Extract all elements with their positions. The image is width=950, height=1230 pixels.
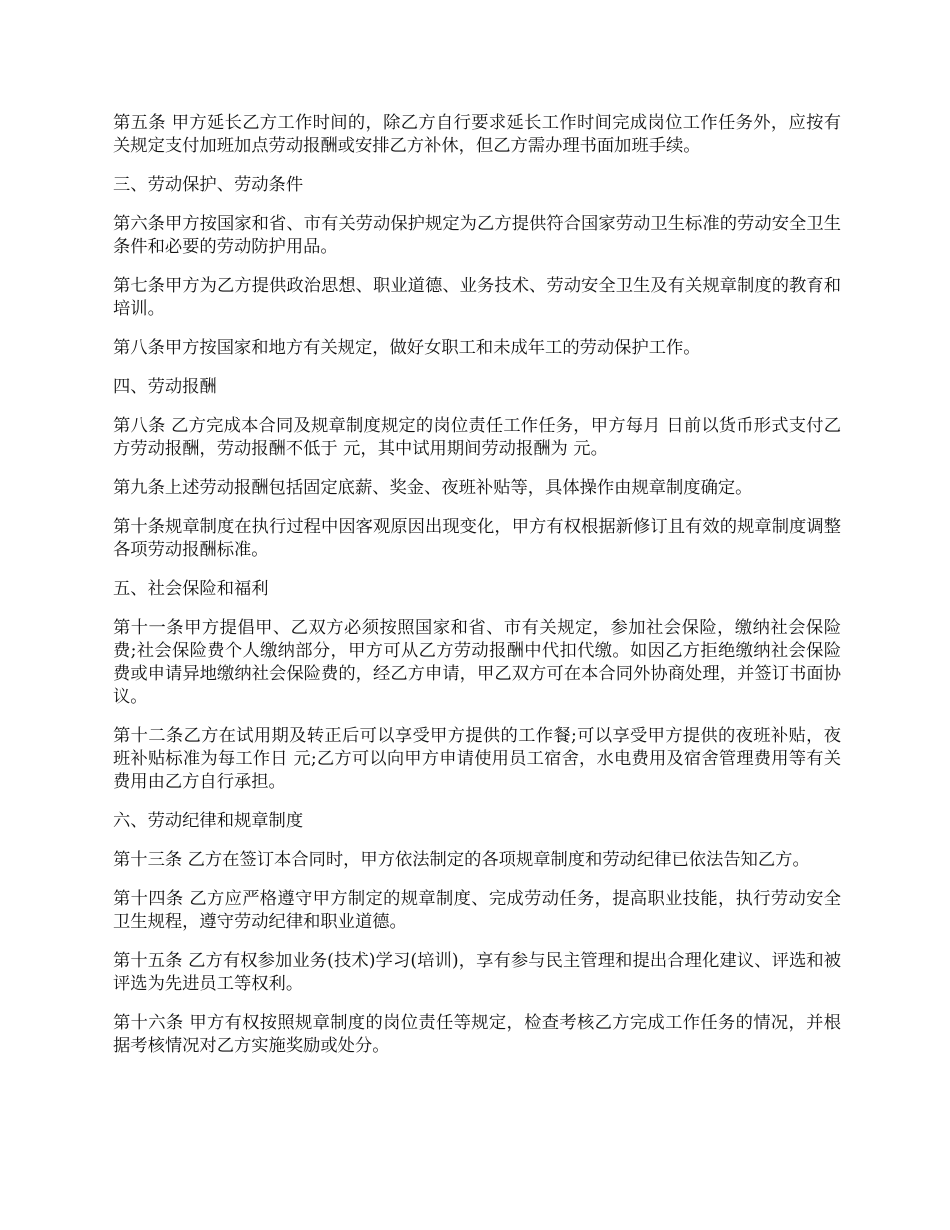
section-5-heading: 五、社会保险和福利 xyxy=(113,579,269,599)
article-15-paragraph: 第十五条 乙方有权参加业务(技术)学习(培训)，享有参与民主管理和提出合理化建议、评选和被评选为先进员工等权利。 xyxy=(113,951,841,994)
article-9-paragraph: 第九条上述劳动报酬包括固定底薪、奖金、夜班补贴等，具体操作由规章制度确定。 xyxy=(113,478,753,498)
article-14-paragraph: 第十四条 乙方应严格遵守甲方制定的规章制度、完成劳动任务，提高职业技能，执行劳动安全卫生规程，遵守劳动纪律和职业道德。 xyxy=(113,889,841,932)
section-6-heading: 六、劳动纪律和规章制度 xyxy=(113,811,304,831)
article-13-paragraph: 第十三条 乙方在签订本合同时，甲方依法制定的各项规章制度和劳动纪律已依法告知乙方。 xyxy=(113,850,810,870)
article-11-paragraph: 第十一条甲方提倡甲、乙双方必须按照国家和省、市有关规定，参加社会保险，缴纳社会保险费;社会保险费个人缴纳部分，甲方可从乙方劳动报酬中代扣代缴。如因乙方拒绝缴纳社会保险费或申请异地缴纳社会保险费的，经乙方申请，甲乙双方可在本合同外协商处理，并签订书面协议。 xyxy=(113,618,841,707)
article-7-paragraph: 第七条甲方为乙方提供政治思想、职业道德、业务技术、劳动安全卫生及有关规章制度的教育和培训。 xyxy=(113,276,841,319)
article-6-paragraph: 第六条甲方按国家和省、市有关劳动保护规定为乙方提供符合国家劳动卫生标准的劳动安全卫生条件和必要的劳动防护用品。 xyxy=(113,214,841,257)
section-4-heading: 四、劳动报酬 xyxy=(113,377,217,397)
article-10-paragraph: 第十条规章制度在执行过程中因客观原因出现变化，甲方有权根据新修订且有效的规章制度调整各项劳动报酬标准。 xyxy=(113,517,841,560)
document-body xyxy=(113,112,841,1074)
article-8-protection-paragraph: 第八条甲方按国家和地方有关规定，做好女职工和未成年工的劳动保护工作。 xyxy=(113,338,701,358)
section-3-heading: 三、劳动保护、劳动条件 xyxy=(113,175,304,195)
article-8-remuneration-paragraph: 第八条 乙方完成本合同及规章制度规定的岗位责任工作任务，甲方每月 日前以货币形式支付乙方劳动报酬，劳动报酬不低于 元，其中试用期间劳动报酬为 元。 xyxy=(113,416,841,459)
article-12-paragraph: 第十二条乙方在试用期及转正后可以享受甲方提供的工作餐;可以享受甲方提供的夜班补贴，夜班补贴标准为每工作日 元;乙方可以向甲方申请使用员工宿舍，水电费用及宿舍管理费用等有关费用由乙方自行承担。 xyxy=(113,726,841,792)
article-5-paragraph: 第五条 甲方延长乙方工作时间的，除乙方自行要求延长工作时间完成岗位工作任务外，应按有关规定支付加班加点劳动报酬或安排乙方补休，但乙方需办理书面加班手续。 xyxy=(113,113,841,156)
article-16-paragraph: 第十六条 甲方有权按照规章制度的岗位责任等规定，检查考核乙方完成工作任务的情况，并根据考核情况对乙方实施奖励或处分。 xyxy=(113,1013,841,1056)
